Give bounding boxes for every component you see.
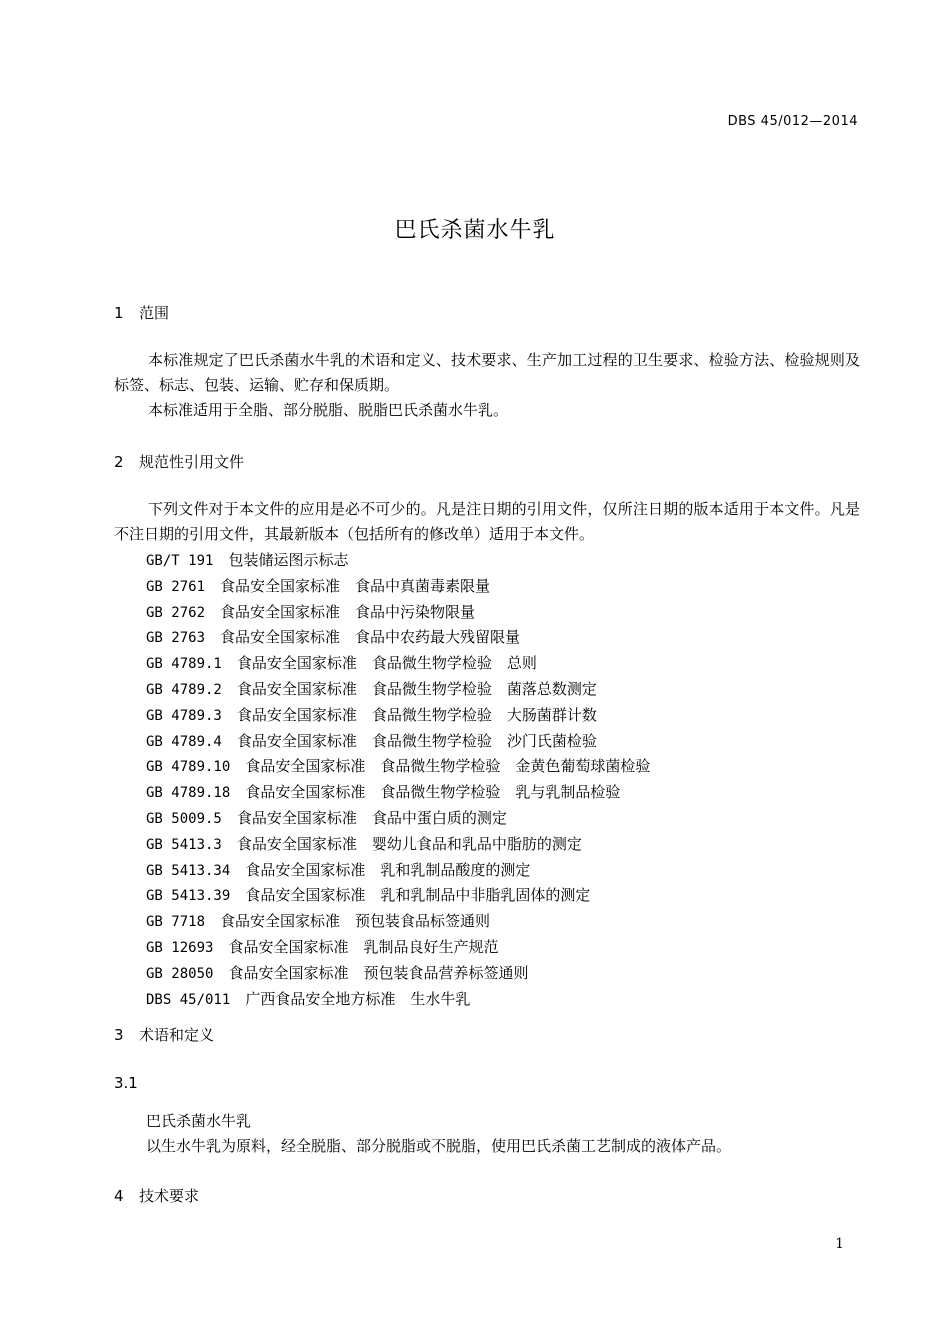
section-4-heading	[114, 1185, 199, 1206]
reference-title: 广西食品安全地方标准 生水牛乳	[245, 989, 471, 1008]
scope-paragraph-1: 本标准规定了巴氏杀菌水牛乳的术语和定义、技术要求、生产加工过程的卫生要求、检验方法、检验规则及标签、标志、包装、运输、贮存和保质期。	[114, 351, 860, 394]
reference-title: 食品安全国家标准 食品中真菌毒素限量	[220, 576, 491, 595]
reference-code: GB 5413.34	[146, 862, 231, 879]
reference-title: 食品安全国家标准 食品微生物学检验 乳与乳制品检验	[245, 783, 621, 802]
reference-code: GB 4789.18	[146, 785, 231, 802]
reference-code: GB 2763	[146, 630, 206, 647]
section-number: 3	[114, 1026, 124, 1044]
reference-item	[146, 754, 650, 780]
reference-item	[146, 703, 650, 729]
reference-code: GB/T 191	[146, 553, 214, 569]
reference-title: 包装储运图示标志	[228, 551, 349, 569]
reference-code: GB 4789.2	[146, 681, 222, 698]
document-code: DBS 45/012—2014	[727, 114, 858, 129]
reference-item	[146, 729, 650, 755]
section-title: 规范性引用文件	[139, 453, 245, 471]
section-number: 2	[114, 453, 124, 471]
document-title: 巴氏杀菌水牛乳	[394, 218, 556, 243]
reference-item	[146, 677, 650, 703]
reference-code: GB 5413.39	[146, 888, 231, 905]
reference-list	[146, 548, 650, 1012]
reference-title: 食品安全国家标准 食品微生物学检验 菌落总数测定	[236, 679, 597, 698]
reference-code: GB 4789.10	[146, 759, 231, 776]
reference-item	[146, 987, 650, 1013]
page-number: 1	[835, 1236, 844, 1252]
section-title: 技术要求	[139, 1187, 200, 1205]
reference-code: GB 4789.3	[146, 707, 222, 724]
reference-code: GB 28050	[146, 965, 214, 982]
reference-title: 食品安全国家标准 乳和乳制品酸度的测定	[245, 860, 531, 879]
reference-item	[146, 780, 650, 806]
reference-title: 食品安全国家标准 食品微生物学检验 沙门氏菌检验	[236, 731, 597, 750]
reference-title: 食品安全国家标准 食品中农药最大残留限量	[220, 628, 521, 647]
reference-title: 食品安全国家标准 食品微生物学检验 总则	[236, 654, 537, 673]
reference-code: GB 2762	[146, 604, 206, 621]
reference-item	[146, 625, 650, 651]
section-3-heading	[114, 1024, 214, 1045]
scope-paragraph-2: 本标准适用于全脂、部分脱脂、脱脂巴氏杀菌水牛乳。	[148, 401, 509, 419]
section-title: 范围	[139, 304, 170, 322]
section-number: 1	[114, 304, 124, 322]
reference-title: 食品安全国家标准 乳制品良好生产规范	[228, 937, 499, 956]
reference-title: 食品安全国家标准 食品中污染物限量	[220, 602, 476, 621]
reference-code: GB 5009.5	[146, 810, 222, 827]
reference-code: GB 12693	[146, 939, 214, 956]
reference-title: 食品安全国家标准 预包装食品营养标签通则	[228, 963, 529, 982]
reference-title: 食品安全国家标准 婴幼儿食品和乳品中脂肪的测定	[236, 834, 582, 853]
reference-item	[146, 651, 650, 677]
reference-item	[146, 574, 650, 600]
reference-item	[146, 832, 650, 858]
reference-item	[146, 935, 650, 961]
term-name: 巴氏杀菌水牛乳	[146, 1112, 252, 1130]
reference-item	[146, 883, 650, 909]
reference-title: 食品安全国家标准 食品中蛋白质的测定	[236, 808, 507, 827]
section-1-heading	[114, 302, 169, 323]
section-2-heading	[114, 451, 244, 472]
reference-code: DBS 45/011	[146, 991, 231, 1008]
reference-code: GB 4789.1	[146, 656, 222, 673]
reference-item	[146, 909, 650, 935]
reference-item	[146, 600, 650, 626]
reference-title: 食品安全国家标准 乳和乳制品中非脂乳固体的测定	[245, 886, 591, 905]
reference-item	[146, 858, 650, 884]
section-number: 4	[114, 1187, 124, 1205]
reference-item	[146, 806, 650, 832]
reference-title: 食品安全国家标准 食品微生物学检验 大肠菌群计数	[236, 705, 597, 724]
reference-item	[146, 548, 650, 574]
reference-code: GB 5413.3	[146, 836, 222, 853]
reference-title: 食品安全国家标准 预包装食品标签通则	[220, 912, 491, 931]
reference-title: 食品安全国家标准 食品微生物学检验 金黄色葡萄球菌检验	[245, 757, 651, 776]
section-title: 术语和定义	[139, 1026, 215, 1044]
reference-code: GB 4789.4	[146, 733, 222, 750]
reference-code: GB 2761	[146, 578, 206, 595]
reference-item	[146, 961, 650, 987]
normative-intro: 下列文件对于本文件的应用是必不可少的。凡是注日期的引用文件，仅所注日期的版本适用于本文件。凡是不注日期的引用文件，其最新版本（包括所有的修改单）适用于本文件。	[114, 500, 860, 543]
clause-3-1-number: 3.1	[114, 1074, 138, 1092]
term-definition: 以生水牛乳为原料，经全脱脂、部分脱脂或不脱脂，使用巴氏杀菌工艺制成的液体产品。	[146, 1137, 732, 1155]
reference-code: GB 7718	[146, 914, 206, 931]
